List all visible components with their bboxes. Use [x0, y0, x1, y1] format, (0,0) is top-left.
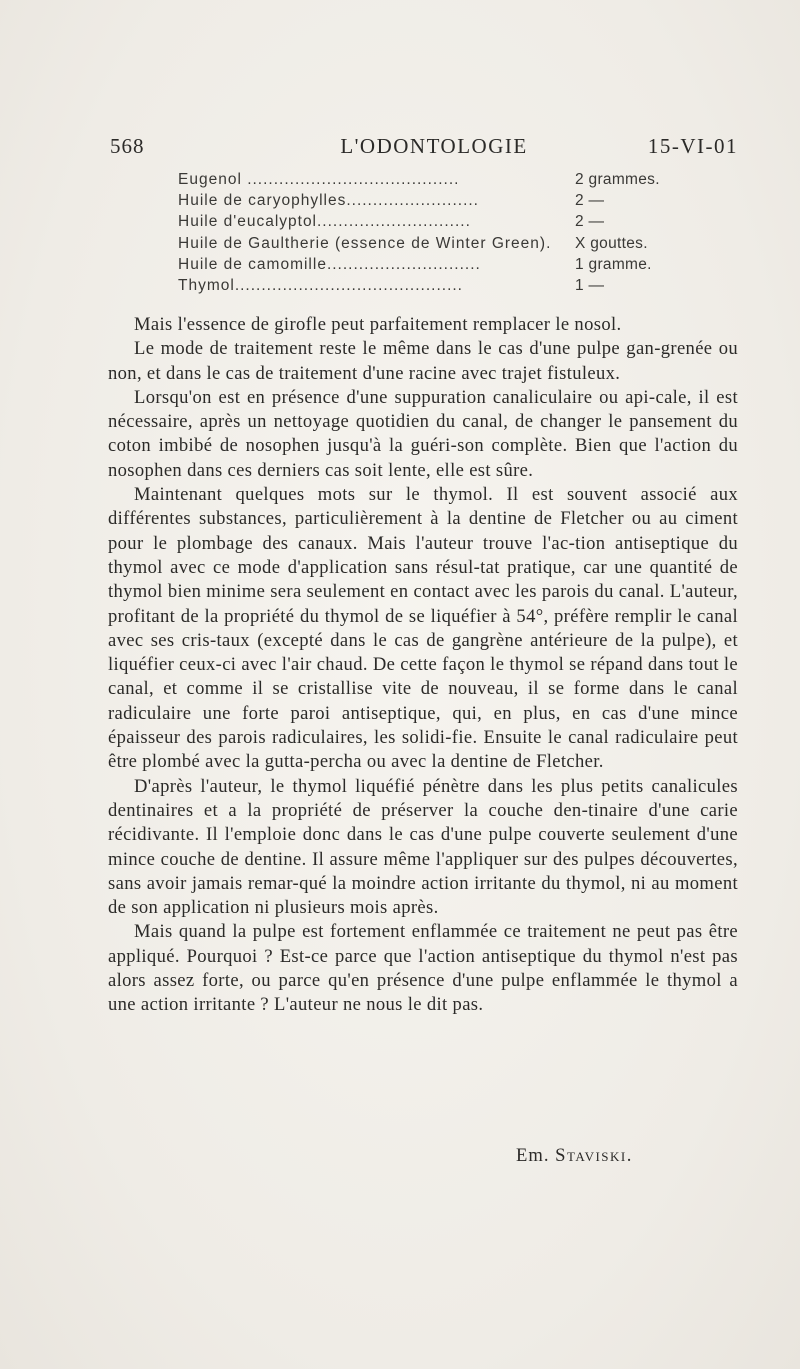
recipe-row — [178, 169, 678, 190]
signature-name: Staviski. — [555, 1145, 633, 1166]
paragraph: Mais quand la pulpe est fortement enflammée ce traitement ne peut pas être appliqué. Pourquoi ? Est-ce parce que l'action antiseptique du thymol n'est pas alors assez forte, ou parce qu'en présence d'une pulpe enflammée le thymol a une action irritante ? L'auteur ne nous le dit pas. — [108, 921, 738, 1016]
recipe-quantity: 2 — — [575, 192, 605, 210]
issue-date: 15-VI-01 — [647, 134, 738, 158]
recipe-list — [178, 169, 678, 296]
recipe-item: Thymol........................................... — [178, 276, 463, 294]
recipe-row — [178, 233, 678, 254]
recipe-item: Huile de Gaultherie (essence de Winter Green). — [178, 234, 552, 252]
recipe-item: Eugenol ........................................ — [178, 171, 460, 188]
paragraph: Lorsqu'on est en présence d'une suppuration canaliculaire ou api-cale, il est nécessaire, après un nettoyage quotidien du canal, de changer le pansement du coton imbibé de nosophen jusqu'à la guéri-son complète. Bien que l'action du nosophen dans ces derniers cas soit lente, elle est sûre. — [108, 386, 738, 481]
recipe-row — [178, 275, 678, 296]
recipe-quantity: X gouttes. — [575, 234, 648, 252]
recipe-row — [178, 190, 678, 211]
recipe-row — [178, 254, 678, 275]
article-body — [108, 313, 738, 1018]
recipe-item: Huile de caryophylles......................... — [178, 192, 479, 210]
page-number: 568 — [110, 134, 145, 158]
paragraph: D'après l'auteur, le thymol liquéfié pénètre dans les plus petits canalicules dentinaires et a la propriété de préserver la couche den-tinaire d'une carie récidivante. Il l'emploie donc dans le cas d'une pulpe couverte seulement d'une mince couche de dentine. Il assure même l'appliquer sur des pulpes découvertes, sans avoir jamais remar-qué la moindre action irritante du thymol, ni au moment de son application ni plusieurs mois après. — [108, 775, 738, 919]
paragraph: Maintenant quelques mots sur le thymol. Il est souvent associé aux différentes substances, particulièrement à la dentine de Fletcher ou au ciment pour le plombage des canaux. Mais l'auteur trouve l'ac-tion antiseptique du thymol avec ce mode d'application sans résul-tat pratique, car une quantité de thymol bien minime sera seulement en contact avec les parois du canal. L'auteur, profitant de la propriété du thymol de se liquéfier à 54°, préfère remplir le canal avec ses cris-taux (excepté dans le cas de gangrène antérieure de la pulpe), et liquéfier ceux-ci avec l'air chaud. De cette façon le thymol se répand dans tout le canal, et comme il se cristallise vite de nouveau, il se forme dans le canal radiculaire une forte paroi antiseptique, qui, en plus, en cas d'une mince épaisseur des parois radiculaires, les solidi-fie. Ensuite le canal radiculaire peut être plombé avec la gutta-percha ou avec la dentine de Fletcher. — [108, 484, 738, 773]
paragraph: Le mode de traitement reste le même dans le cas d'une pulpe gan-grenée ou non, et dans le cas de traitement d'une racine avec trajet fistuleux. — [108, 338, 738, 384]
recipe-quantity: 2 grammes. — [575, 171, 660, 188]
recipe-row — [178, 211, 678, 232]
signature-prefix: Em. — [516, 1145, 550, 1166]
paragraph: Mais l'essence de girofle peut parfaitement remplacer le nosol. — [134, 314, 622, 335]
recipe-quantity: 1 — — [575, 276, 605, 294]
journal-title: L'ODONTOLOGIE — [340, 134, 528, 158]
recipe-item: Huile de camomille............................. — [178, 255, 481, 273]
running-header — [110, 134, 738, 162]
recipe-quantity: 2 — — [575, 213, 605, 231]
recipe-quantity: 1 gramme. — [575, 255, 652, 273]
recipe-item: Huile d'eucalyptol............................. — [178, 213, 471, 231]
author-signature — [516, 1145, 633, 1167]
